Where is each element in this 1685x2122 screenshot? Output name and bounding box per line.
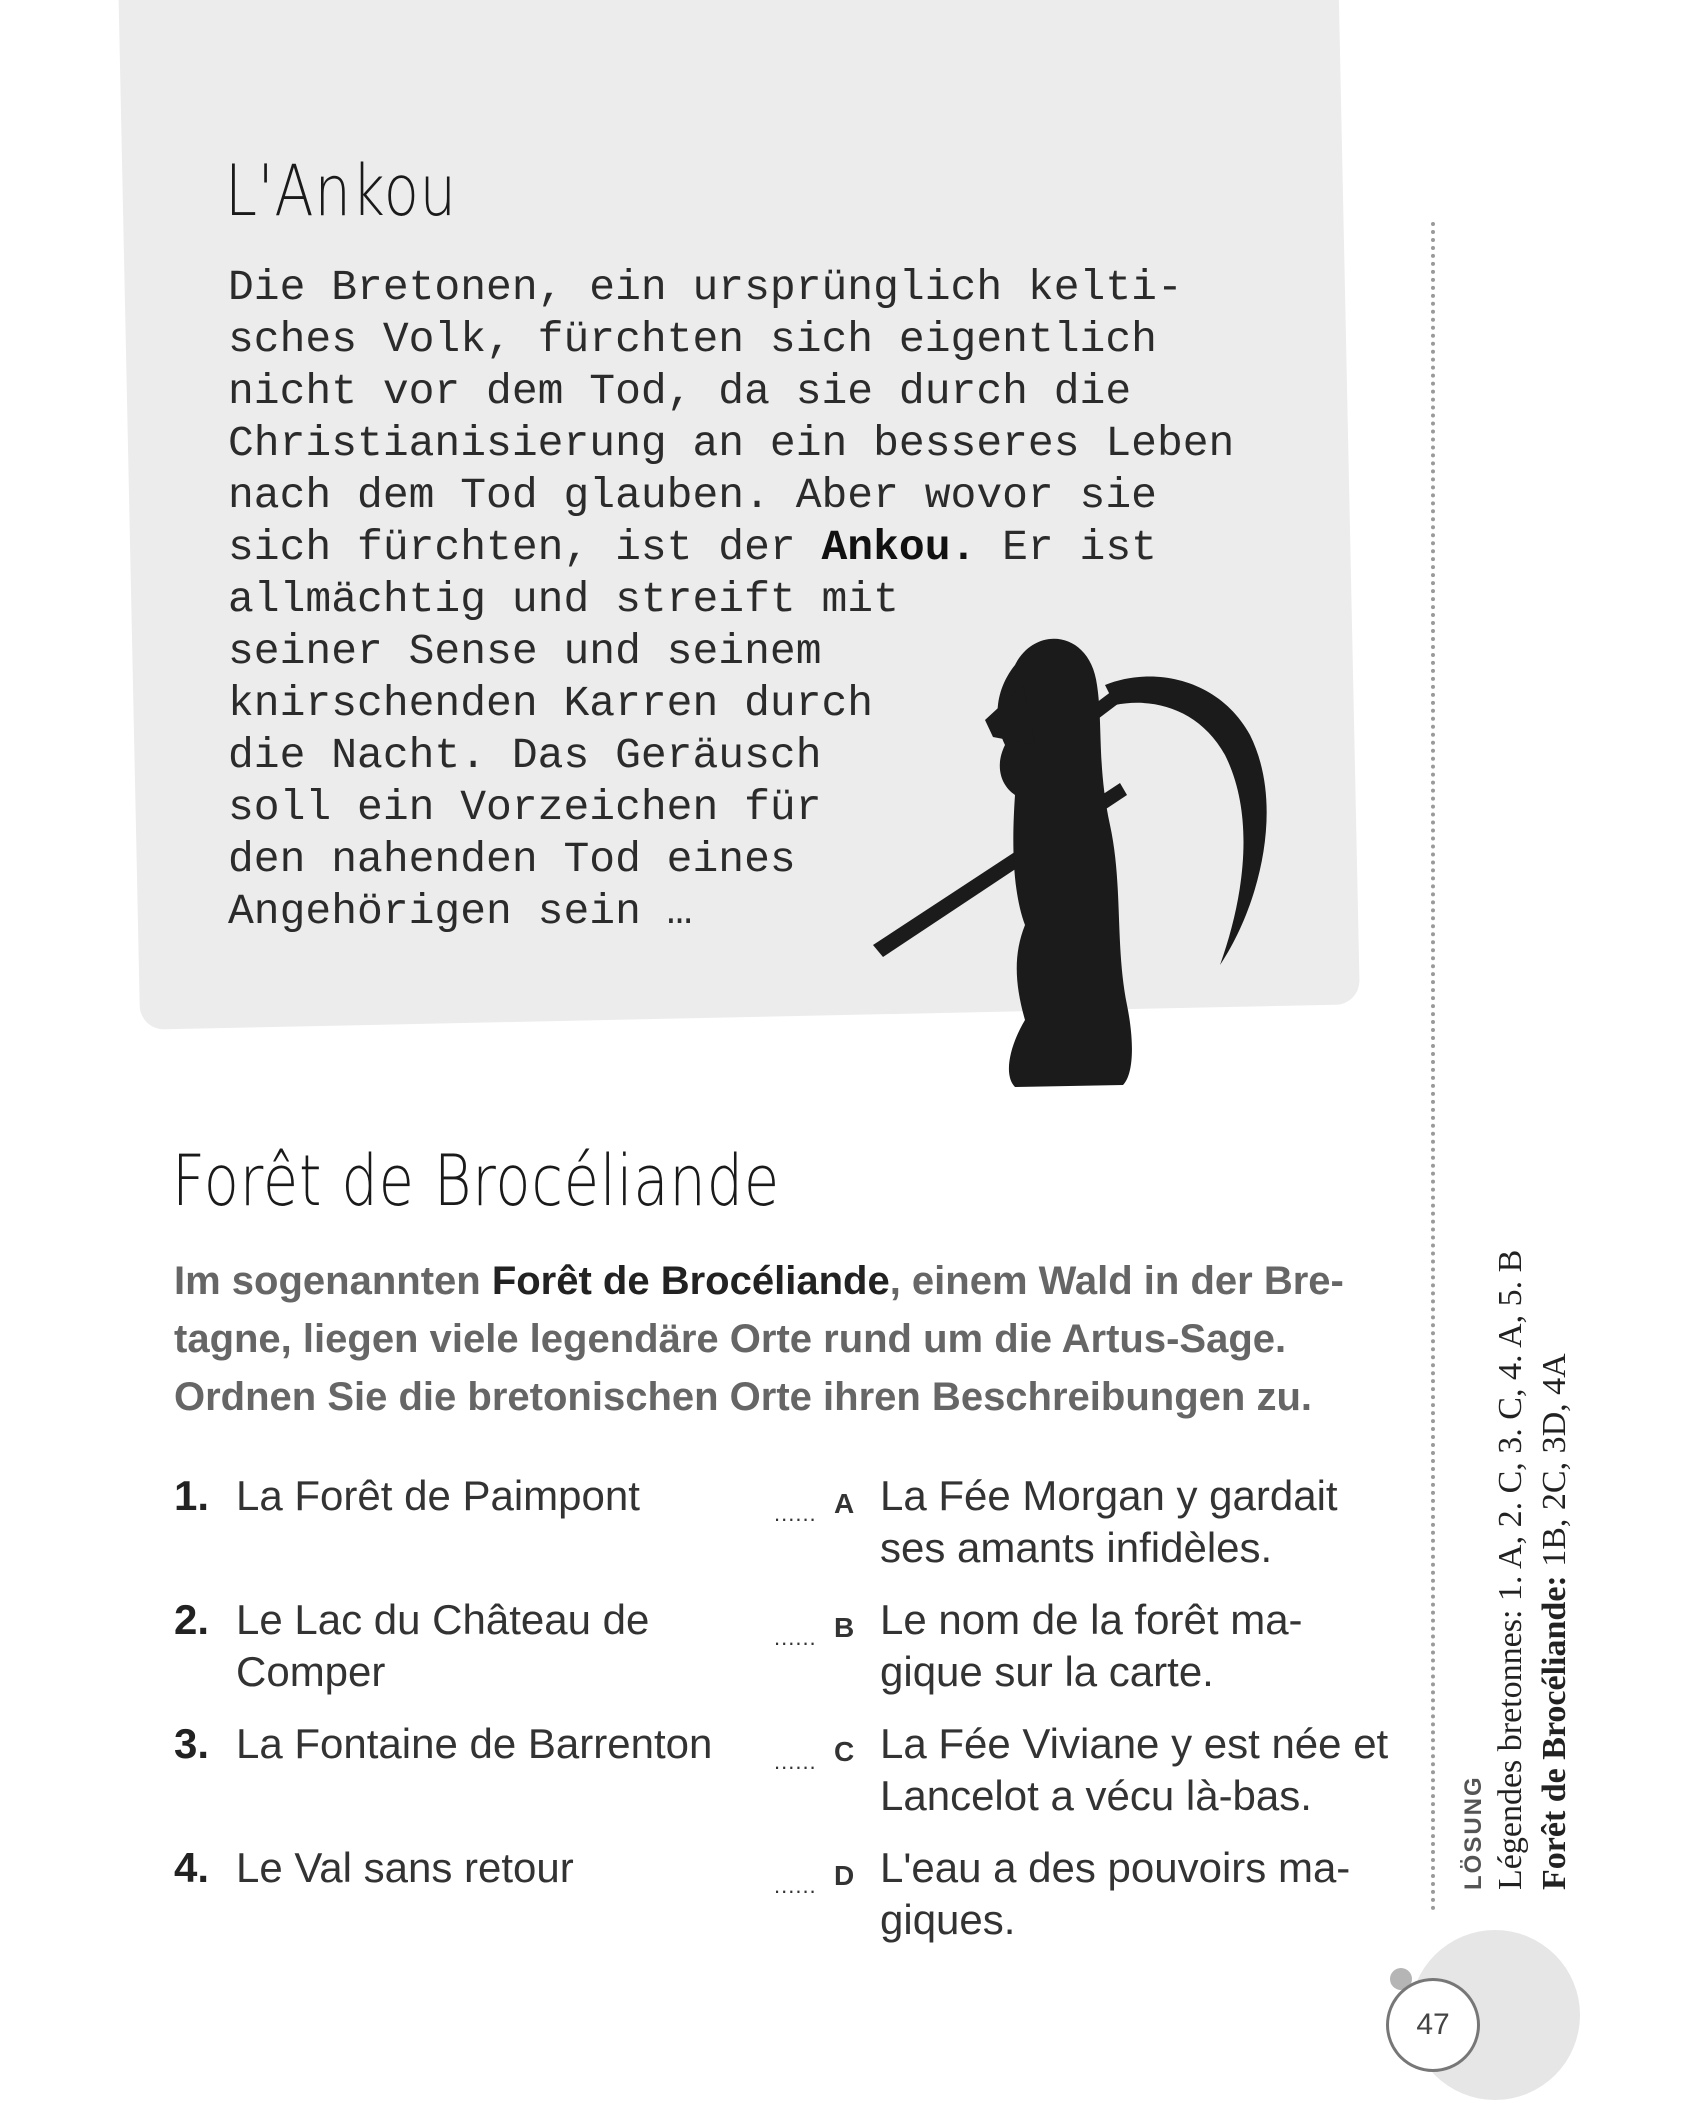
text-line: Die Bretonen, ein ursprünglich kelti- bbox=[228, 263, 1183, 312]
intro-line: Ordnen Sie die bretonischen Orte ihren Beschreibungen zu. bbox=[174, 1375, 1312, 1419]
option-letter: D bbox=[834, 1860, 855, 1891]
reaper-silhouette-icon bbox=[865, 625, 1305, 1095]
option-description: La Fée Viviane y est née et Lancelot a vécu là-bas. bbox=[880, 1720, 1389, 1819]
text-line: sich fürchten, ist der Ankou. Er ist bbox=[228, 523, 1157, 572]
text-line: sches Volk, fürchten sich eigentlich bbox=[228, 315, 1157, 364]
ankou-title: L'Ankou bbox=[225, 150, 457, 232]
item-number: 2. bbox=[174, 1596, 210, 1643]
option-letter: C bbox=[834, 1736, 855, 1767]
broceliande-intro bbox=[174, 1252, 1374, 1426]
text-line: Christianisierung an ein besseres Leben bbox=[228, 419, 1235, 468]
intro-line: Im sogenannten Forêt de Brocéliande, einem Wald in der Bre- bbox=[174, 1259, 1344, 1303]
page-number: 47 bbox=[1386, 1978, 1480, 2072]
text-line: knirschenden Karren durch bbox=[228, 679, 874, 728]
ankou-bold: Ankou. bbox=[821, 523, 977, 572]
answer-blank: ...... bbox=[774, 1749, 817, 1774]
text-line: nach dem Tod glauben. Aber wovor sie bbox=[228, 471, 1157, 520]
option-description: Le nom de la forêt ma- gique sur la carte. bbox=[880, 1596, 1303, 1695]
broceliande-title: Forêt de Brocéliande bbox=[172, 1140, 781, 1222]
option-description: L'eau a des pouvoirs ma- giques. bbox=[880, 1844, 1351, 1943]
option-letter: B bbox=[834, 1612, 855, 1643]
dotted-divider bbox=[1431, 222, 1435, 1912]
solution-line: Forêt de Brocéliande: 1B, 2C, 3D, 4A bbox=[1536, 1353, 1573, 1890]
place-name: Le Lac du Château de Comper bbox=[236, 1596, 650, 1695]
text-line: soll ein Vorzeichen für bbox=[228, 783, 822, 832]
solution-line: Légendes bretonnes: 1. A, 2. C, 3. C, 4. A, 5. B bbox=[1492, 1249, 1529, 1890]
option-description: La Fée Morgan y gardait ses amants infidèles. bbox=[880, 1472, 1338, 1571]
option-letter: A bbox=[834, 1488, 855, 1519]
answer-blank: ...... bbox=[774, 1501, 817, 1526]
text-line: den nahenden Tod eines bbox=[228, 835, 796, 884]
place-name: La Forêt de Paimpont bbox=[236, 1472, 640, 1519]
item-number: 4. bbox=[174, 1844, 210, 1891]
text-line: allmächtig und streift mit bbox=[228, 575, 899, 624]
text-line: seiner Sense und seinem bbox=[228, 627, 822, 676]
place-name: Le Val sans retour bbox=[236, 1844, 574, 1891]
item-number: 1. bbox=[174, 1472, 210, 1519]
place-name: La Fontaine de Barrenton bbox=[236, 1720, 713, 1767]
item-number: 3. bbox=[174, 1720, 210, 1767]
answer-blank: ...... bbox=[774, 1625, 817, 1650]
text-line: Angehörigen sein … bbox=[228, 887, 693, 936]
answer-blank: ...... bbox=[774, 1873, 817, 1898]
text-line: nicht vor dem Tod, da sie durch die bbox=[228, 367, 1132, 416]
text-line: die Nacht. Das Geräusch bbox=[228, 731, 822, 780]
intro-bold: Forêt de Brocéliande bbox=[491, 1259, 890, 1303]
solution-heading: LÖSUNG bbox=[1460, 1775, 1487, 1890]
intro-line: tagne, liegen viele legendäre Orte rund um die Artus-Sage. bbox=[174, 1317, 1287, 1361]
